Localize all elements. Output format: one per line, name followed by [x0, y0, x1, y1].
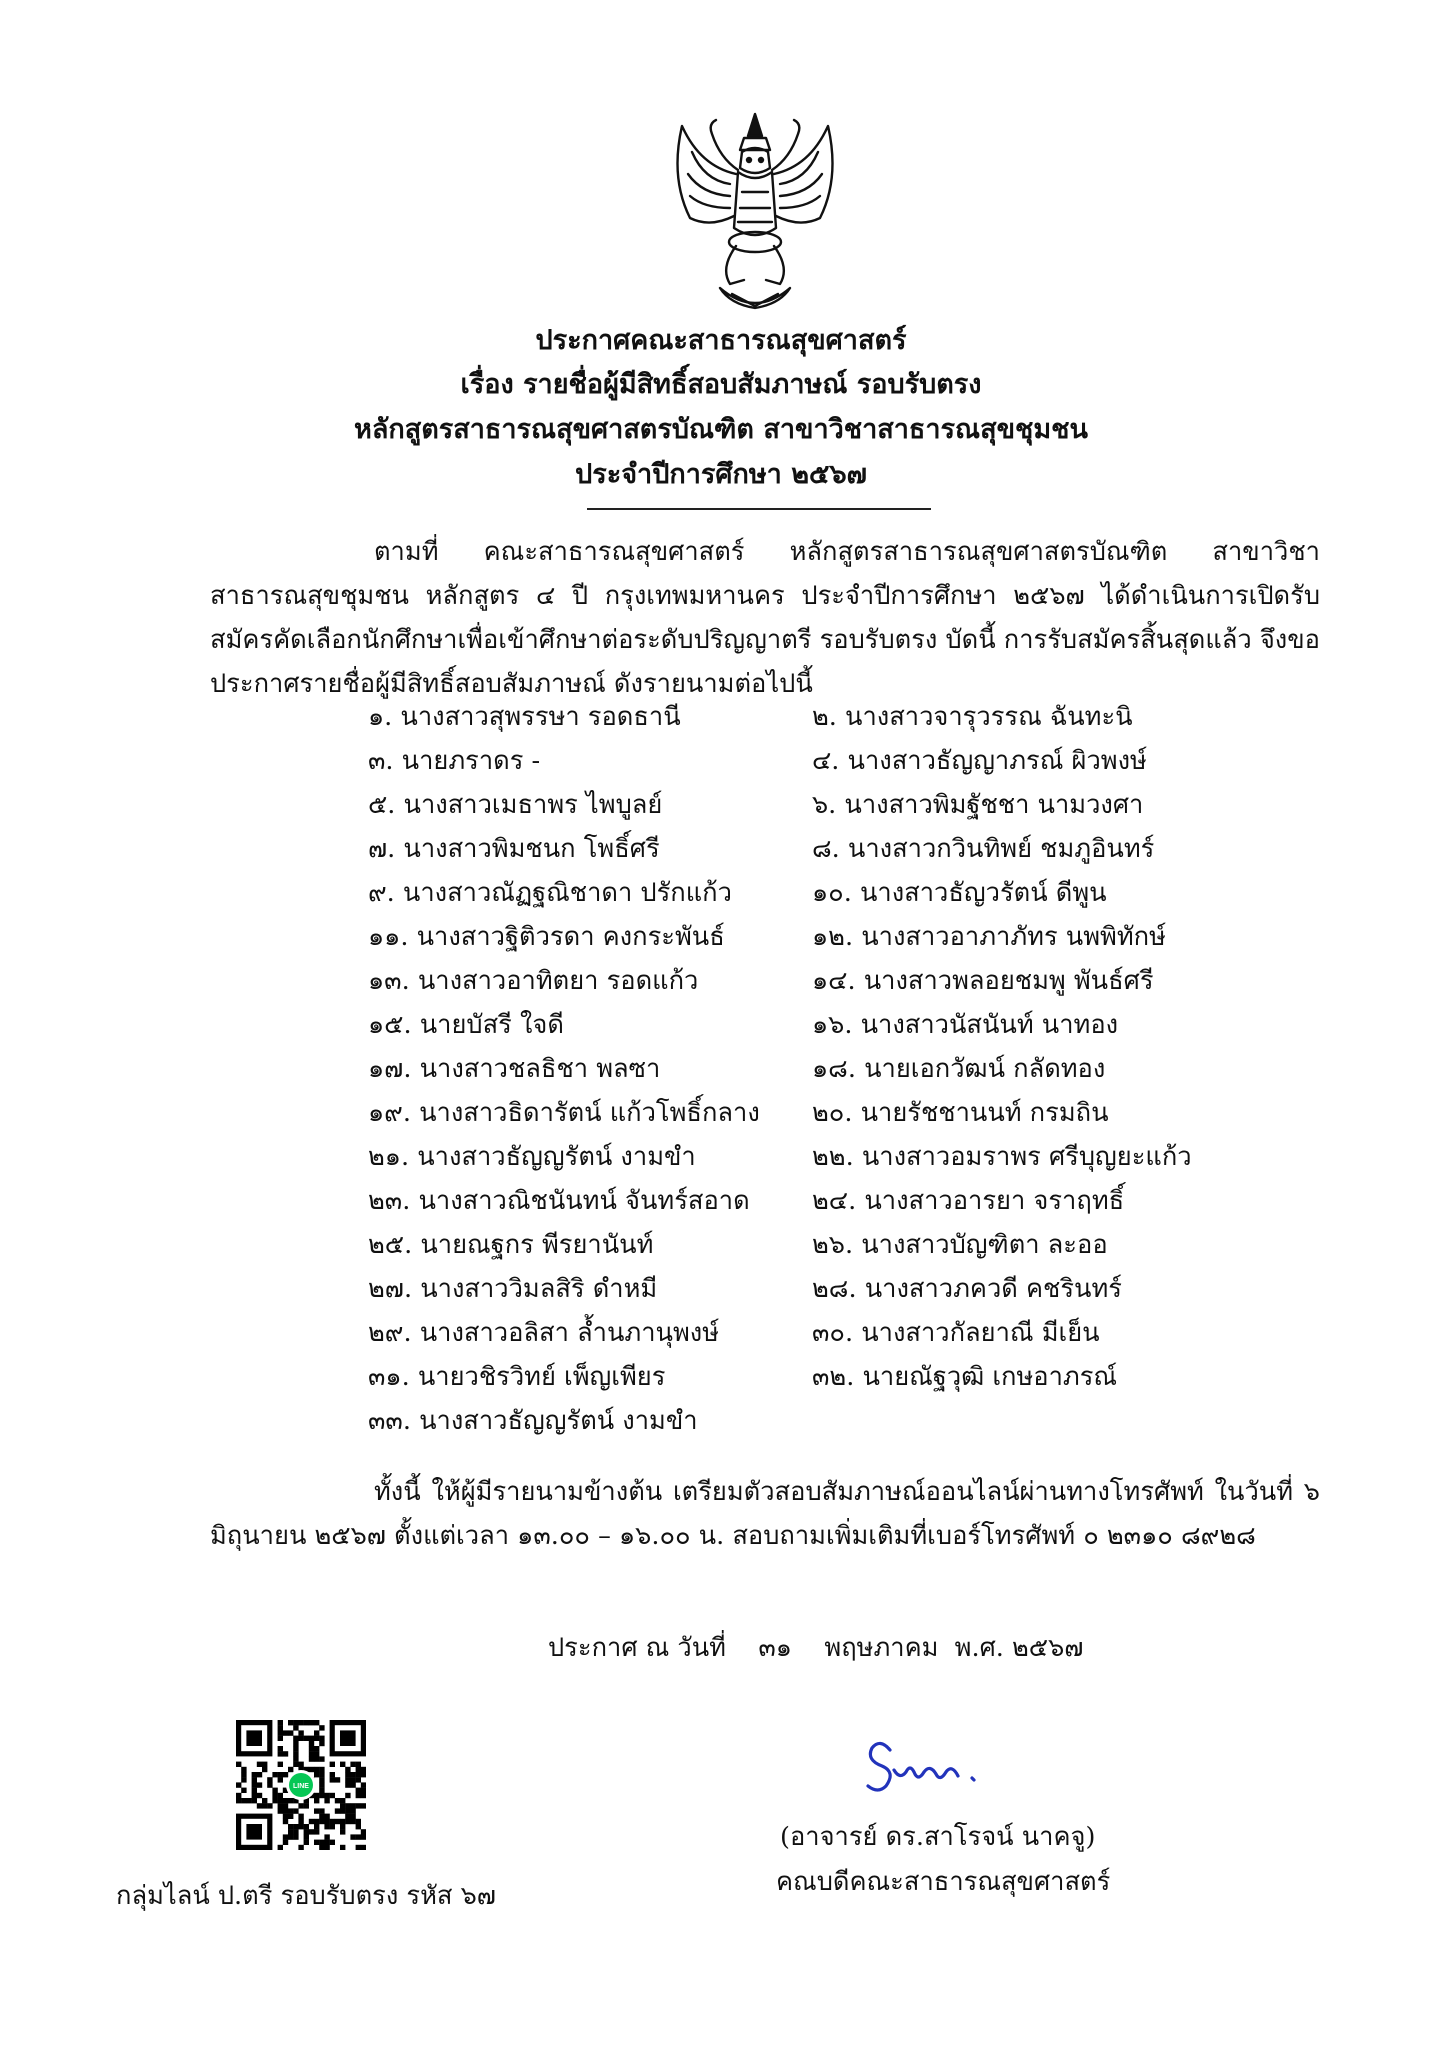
- candidate-name: ๗. นางสาวพิมชนก โพธิ์ศรี: [368, 834, 660, 864]
- candidate-name: ๒๐. นายรัชชานนท์ กรมถิน: [812, 1098, 1109, 1128]
- candidate-name: ๓๐. นางสาวกัลยาณี มีเย็น: [812, 1318, 1100, 1348]
- candidate-name: ๒๙. นางสาวอลิสา ล้ำนภานุพงษ์: [368, 1318, 720, 1348]
- intro-paragraph: ตามที่ คณะสาธารณสุขศาสตร์ หลักสูตรสาธารณสุขศาสตรบัณฑิต สาขาวิชาสาธารณสุขชุมชน หลักสูตร ๔ ปี กรุงเทพมหานคร ประจำปีการศึกษา ๒๕๖๗ ได้ดำเนินการเปิดรับสมัครคัดเลือกนักศึกษาเพื่อเข้าศึกษาต่อระดับปริญญาตรี รอบรับตรง บัดนี้ การรับสมัครสิ้นสุดแล้ว จึงขอประกาศรายชื่อผู้มีสิทธิ์สอบสัมภาษณ์ ดังรายนามต่อไปนี้: [210, 537, 1320, 699]
- candidate-name: ๒๘. นางสาวภควดี คชรินทร์: [812, 1274, 1122, 1304]
- signer-title: คณบดีคณะสาธารณสุขศาสตร์: [776, 1867, 1111, 1897]
- candidate-name: ๓๒. นายณัฐวุฒิ เกษอาภรณ์: [812, 1362, 1118, 1392]
- announcement-date: ประกาศ ณ วันที่ ๓๑ พฤษภาคม พ.ศ. ๒๕๖๗: [548, 1633, 1084, 1663]
- line-logo-text: LINE: [293, 1783, 309, 1790]
- candidate-name: ๓๓. นางสาวธัญญรัตน์ งามขำ: [368, 1406, 698, 1436]
- candidate-name: ๒๓. นางสาวณิชนันทน์ จันทร์สอาด: [368, 1186, 750, 1216]
- line-qr-code-icon[interactable]: [236, 1720, 366, 1850]
- candidate-name: ๑๑. นางสาวฐิติวรดา คงกระพันธ์: [368, 922, 725, 952]
- candidate-name: ๑๒. นางสาวอาภาภัทร นพพิทักษ์: [812, 922, 1166, 952]
- line-group-caption: กลุ่มไลน์ ป.ตรี รอบรับตรง รหัส ๖๗: [116, 1881, 496, 1911]
- candidate-name: ๒. นางสาวจารุวรรณ ฉันทะนิ: [812, 702, 1133, 732]
- candidate-name: ๕. นางสาวเมธาพร ไพบูลย์: [368, 790, 663, 820]
- candidate-name: ๒๖. นางสาวบัญฑิตา ละออ: [812, 1230, 1108, 1260]
- candidate-name: ๒๒. นางสาวอมราพร ศรีบุญยะแก้ว: [812, 1142, 1192, 1172]
- candidate-name: ๒๗. นางสาววิมลสิริ ดำหมี: [368, 1274, 658, 1304]
- candidate-name: ๑๘. นายเอกวัฒน์ กลัดทอง: [812, 1054, 1106, 1084]
- announcement-subject: เรื่อง รายชื่อผู้มีสิทธิ์สอบสัมภาษณ์ รอบรับตรง: [460, 369, 982, 400]
- candidate-name: ๒๔. นางสาวอารยา จราฤทธิ์: [812, 1186, 1125, 1216]
- program-name: หลักสูตรสาธารณสุขศาสตรบัณฑิต สาขาวิชาสาธารณสุขชุมชน: [354, 414, 1088, 445]
- candidate-name: ๑๔. นางสาวพลอยชมพู พันธ์ศรี: [812, 966, 1154, 996]
- announcement-title: ประกาศคณะสาธารณสุขศาสตร์: [535, 325, 907, 356]
- candidate-name: ๖. นางสาวพิมฐัชชา นามวงศา: [812, 790, 1144, 820]
- signature-icon: [860, 1720, 1010, 1810]
- candidate-name: ๓๑. นายวชิรวิทย์ เพ็ญเพียร: [368, 1362, 666, 1392]
- candidate-name: ๘. นางสาวกวินทิพย์ ชมภูอินทร์: [812, 834, 1155, 864]
- candidate-name: ๓. นายภราดร -: [368, 746, 541, 776]
- title-divider: [587, 508, 931, 510]
- candidate-name: ๑๗. นางสาวชลธิชา พลซา: [368, 1054, 661, 1084]
- candidate-name: ๑๖. นางสาวนัสนันท์ นาทอง: [812, 1010, 1119, 1040]
- candidate-name: ๑๙. นางสาวธิดารัตน์ แก้วโพธิ์กลาง: [368, 1098, 760, 1128]
- candidate-name: ๒๑. นางสาวธัญญรัตน์ งามขำ: [368, 1142, 696, 1172]
- candidate-name: ๔. นางสาวธัญญาภรณ์ ผิวพงษ์: [812, 746, 1147, 776]
- academic-year: ประจำปีการศึกษา ๒๕๖๗: [575, 459, 867, 490]
- candidate-name: ๒๕. นายณฐกร พีรยานันท์: [368, 1230, 654, 1260]
- candidate-name: ๑๕. นายบัสรี ใจดี: [368, 1010, 564, 1040]
- signer-name: (อาจารย์ ดร.สาโรจน์ นาคจู): [780, 1822, 1096, 1852]
- closing-paragraph: ทั้งนี้ ให้ผู้มีรายนามข้างต้น เตรียมตัวสอบสัมภาษณ์ออนไลน์ผ่านทางโทรศัพท์ ในวันที่ ๖ มิถุนายน ๒๕๖๗ ตั้งแต่เวลา ๑๓.๐๐ – ๑๖.๐๐ น. สอบถามเพิ่มเติมที่เบอร์โทรศัพท์ ๐ ๒๓๑๐ ๘๙๒๘: [210, 1477, 1320, 1551]
- candidate-name: ๑๓. นางสาวอาทิตยา รอดแก้ว: [368, 966, 699, 996]
- candidate-name: ๙. นางสาวณัฏฐณิชาดา ปรักแก้ว: [368, 878, 732, 908]
- garuda-emblem-icon: [660, 108, 850, 318]
- candidate-name: ๑. นางสาวสุพรรษา รอดธานี: [368, 702, 681, 732]
- candidate-name: ๑๐. นางสาวธัญวรัตน์ ดีพูน: [812, 878, 1107, 908]
